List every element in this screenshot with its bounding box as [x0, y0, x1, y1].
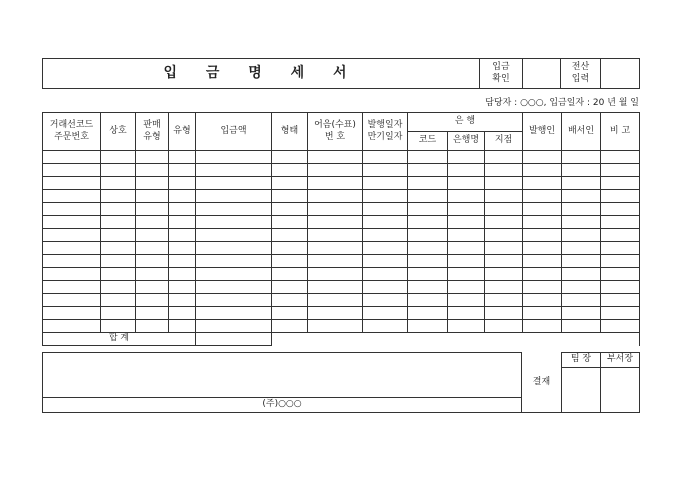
table-cell[interactable]	[43, 294, 101, 307]
team-leader-sign[interactable]	[562, 368, 601, 413]
table-cell[interactable]	[408, 216, 448, 229]
table-cell[interactable]	[169, 320, 196, 333]
approval-label: 결재	[522, 353, 562, 413]
table-cell[interactable]	[448, 203, 485, 216]
table-cell[interactable]	[363, 151, 408, 164]
table-cell[interactable]	[308, 242, 363, 255]
deposit-confirm-cell[interactable]	[523, 59, 561, 89]
table-cell[interactable]	[272, 229, 308, 242]
table-cell[interactable]	[169, 151, 196, 164]
table-cell[interactable]	[523, 294, 562, 307]
table-cell[interactable]	[308, 216, 363, 229]
table-cell[interactable]	[485, 320, 523, 333]
computer-input-label	[561, 59, 601, 89]
table-cell[interactable]	[43, 307, 101, 320]
table-cell[interactable]	[43, 242, 101, 255]
header-amount: 입금액	[196, 113, 272, 151]
table-cell[interactable]	[169, 216, 196, 229]
table-cell[interactable]	[601, 255, 640, 268]
table-row	[43, 177, 640, 190]
table-row	[43, 242, 640, 255]
table-cell[interactable]	[601, 281, 640, 294]
header-form: 형태	[272, 113, 308, 151]
table-cell[interactable]	[43, 255, 101, 268]
table-cell[interactable]	[196, 190, 272, 203]
table-cell[interactable]	[448, 151, 485, 164]
table-cell[interactable]	[101, 203, 136, 216]
table-cell[interactable]	[272, 164, 308, 177]
table-cell[interactable]	[448, 164, 485, 177]
table-cell[interactable]	[408, 242, 448, 255]
header-bill-line1: 어음(수표)	[314, 120, 356, 131]
table-cell[interactable]	[136, 320, 169, 333]
table-cell[interactable]	[523, 151, 562, 164]
table-cell[interactable]	[272, 151, 308, 164]
table-cell[interactable]	[485, 164, 523, 177]
table-cell[interactable]	[363, 203, 408, 216]
table-cell[interactable]	[363, 216, 408, 229]
table-cell[interactable]	[101, 151, 136, 164]
header-bank-code: 코드	[408, 132, 448, 151]
table-cell[interactable]	[272, 320, 308, 333]
table-cell[interactable]	[308, 320, 363, 333]
table-cell[interactable]	[43, 177, 101, 190]
table-cell[interactable]	[196, 177, 272, 190]
table-row	[43, 268, 640, 281]
table-cell[interactable]	[408, 255, 448, 268]
table-cell[interactable]	[136, 255, 169, 268]
table-cell[interactable]	[562, 177, 601, 190]
table-cell[interactable]	[101, 242, 136, 255]
total-row	[43, 333, 640, 346]
computer-input-cell[interactable]	[601, 59, 640, 89]
table-cell[interactable]	[562, 255, 601, 268]
table-cell[interactable]	[272, 177, 308, 190]
table-cell[interactable]	[448, 281, 485, 294]
table-cell[interactable]	[169, 164, 196, 177]
table-cell[interactable]	[448, 320, 485, 333]
table-cell[interactable]	[601, 216, 640, 229]
table-cell[interactable]	[562, 294, 601, 307]
table-cell[interactable]	[169, 268, 196, 281]
dept-head-label: 부서장	[601, 353, 640, 368]
table-cell[interactable]	[601, 294, 640, 307]
table-cell[interactable]	[196, 255, 272, 268]
table-cell[interactable]	[196, 294, 272, 307]
table-cell[interactable]	[43, 164, 101, 177]
table-cell[interactable]	[523, 307, 562, 320]
table-cell[interactable]	[363, 164, 408, 177]
table-cell[interactable]	[196, 164, 272, 177]
table-cell[interactable]	[169, 190, 196, 203]
table-cell[interactable]	[136, 268, 169, 281]
table-cell[interactable]	[272, 281, 308, 294]
table-cell[interactable]	[43, 268, 101, 281]
table-cell[interactable]	[601, 320, 640, 333]
header-bank-name: 은행명	[448, 132, 485, 151]
header-order-number-line2: 주문번호	[54, 131, 89, 142]
table-cell[interactable]	[363, 177, 408, 190]
header-issue-date	[363, 113, 408, 151]
table-cell[interactable]	[601, 164, 640, 177]
table-cell[interactable]	[363, 320, 408, 333]
table-cell[interactable]	[101, 294, 136, 307]
table-cell[interactable]	[485, 216, 523, 229]
table-cell[interactable]	[308, 190, 363, 203]
table-cell[interactable]	[196, 268, 272, 281]
table-cell[interactable]	[196, 281, 272, 294]
table-cell[interactable]	[308, 177, 363, 190]
table-cell[interactable]	[196, 307, 272, 320]
table-cell[interactable]	[136, 242, 169, 255]
table-cell[interactable]	[136, 151, 169, 164]
table-row	[43, 203, 640, 216]
table-cell[interactable]	[169, 255, 196, 268]
table-cell[interactable]	[136, 190, 169, 203]
table-cell[interactable]	[169, 242, 196, 255]
table-cell[interactable]	[601, 177, 640, 190]
table-cell[interactable]	[485, 203, 523, 216]
header-issuer: 발행인	[523, 113, 562, 151]
table-cell[interactable]	[523, 268, 562, 281]
table-cell[interactable]	[448, 307, 485, 320]
table-cell[interactable]	[308, 203, 363, 216]
table-cell[interactable]	[101, 190, 136, 203]
table-cell[interactable]	[363, 229, 408, 242]
table-cell[interactable]	[562, 151, 601, 164]
table-cell[interactable]	[523, 177, 562, 190]
table-cell[interactable]	[43, 190, 101, 203]
header-sales-type-line2: 유형	[143, 131, 161, 142]
table-row	[43, 216, 640, 229]
table-cell[interactable]	[448, 229, 485, 242]
table-cell[interactable]	[448, 255, 485, 268]
table-cell[interactable]	[101, 307, 136, 320]
table-cell[interactable]	[101, 164, 136, 177]
header-endorser: 배서인	[562, 113, 601, 151]
table-cell[interactable]	[523, 164, 562, 177]
table-cell[interactable]	[562, 268, 601, 281]
table-cell[interactable]	[408, 229, 448, 242]
table-cell[interactable]	[448, 177, 485, 190]
title-table	[42, 58, 640, 89]
table-cell[interactable]	[485, 255, 523, 268]
table-cell[interactable]	[562, 307, 601, 320]
header-branch: 지점	[485, 132, 523, 151]
table-cell[interactable]	[562, 164, 601, 177]
table-cell[interactable]	[272, 216, 308, 229]
header-bank: 은 행	[408, 113, 523, 132]
table-cell[interactable]	[196, 320, 272, 333]
table-cell[interactable]	[169, 203, 196, 216]
table-cell[interactable]	[601, 242, 640, 255]
table-cell[interactable]	[101, 177, 136, 190]
table-cell[interactable]	[601, 203, 640, 216]
table-cell[interactable]	[562, 203, 601, 216]
table-cell[interactable]	[448, 216, 485, 229]
table-cell[interactable]	[272, 255, 308, 268]
table-cell[interactable]	[308, 164, 363, 177]
table-row	[43, 255, 640, 268]
table-cell[interactable]	[196, 203, 272, 216]
table-cell[interactable]	[363, 294, 408, 307]
table-cell[interactable]	[43, 281, 101, 294]
table-cell[interactable]	[196, 242, 272, 255]
header-remarks: 비 고	[601, 113, 640, 151]
memo-area[interactable]	[43, 353, 522, 398]
table-cell[interactable]	[272, 242, 308, 255]
table-cell[interactable]	[485, 294, 523, 307]
table-cell[interactable]	[101, 229, 136, 242]
total-amount-cell[interactable]	[196, 333, 272, 346]
table-cell[interactable]	[523, 242, 562, 255]
table-cell[interactable]	[101, 281, 136, 294]
table-cell[interactable]	[485, 190, 523, 203]
table-cell[interactable]	[363, 268, 408, 281]
table-cell[interactable]	[308, 229, 363, 242]
table-cell[interactable]	[136, 307, 169, 320]
table-cell[interactable]	[448, 190, 485, 203]
table-row	[43, 307, 640, 320]
table-cell[interactable]	[408, 294, 448, 307]
table-cell[interactable]	[169, 294, 196, 307]
total-label: 합 계	[43, 333, 196, 346]
computer-input-line1: 전산	[571, 62, 590, 73]
table-cell[interactable]	[523, 216, 562, 229]
table-cell[interactable]	[408, 320, 448, 333]
table-cell[interactable]	[272, 307, 308, 320]
deposit-confirm-line2: 확인	[492, 73, 510, 84]
header-company: 상호	[101, 113, 136, 151]
computer-input-line2: 입력	[571, 73, 590, 84]
table-cell[interactable]	[308, 268, 363, 281]
header-partner-code-line1: 거래선코드	[49, 120, 94, 131]
table-cell[interactable]	[448, 268, 485, 281]
company-name: (주)○○○	[43, 398, 522, 413]
header-type: 유형	[169, 113, 196, 151]
table-cell[interactable]	[448, 294, 485, 307]
table-row	[43, 320, 640, 333]
table-cell[interactable]	[43, 229, 101, 242]
header-issue-date-line1: 발행일자	[367, 120, 403, 131]
approval-table	[42, 352, 640, 413]
table-cell[interactable]	[562, 320, 601, 333]
table-row	[43, 190, 640, 203]
table-cell[interactable]	[363, 307, 408, 320]
table-cell[interactable]	[136, 203, 169, 216]
team-leader-label: 팀 장	[562, 353, 601, 368]
table-cell[interactable]	[562, 229, 601, 242]
table-cell[interactable]	[363, 281, 408, 294]
table-row	[43, 281, 640, 294]
table-cell[interactable]	[408, 307, 448, 320]
table-cell[interactable]	[272, 294, 308, 307]
table-cell[interactable]	[272, 268, 308, 281]
table-cell[interactable]	[485, 242, 523, 255]
deposit-detail-table	[42, 112, 640, 346]
table-cell[interactable]	[43, 320, 101, 333]
table-cell[interactable]	[196, 216, 272, 229]
header-sales-type	[136, 113, 169, 151]
table-cell[interactable]	[562, 190, 601, 203]
table-cell[interactable]	[136, 229, 169, 242]
table-cell[interactable]	[448, 242, 485, 255]
table-cell[interactable]	[408, 281, 448, 294]
table-cell[interactable]	[308, 151, 363, 164]
table-cell[interactable]	[169, 229, 196, 242]
dept-head-sign[interactable]	[601, 368, 640, 413]
table-cell[interactable]	[43, 216, 101, 229]
table-cell[interactable]	[485, 229, 523, 242]
manager-date-line: 담당자 : ○○○, 입금일자 : 20 년 월 일	[485, 98, 639, 108]
table-cell[interactable]	[363, 242, 408, 255]
table-cell[interactable]	[601, 268, 640, 281]
table-row	[43, 151, 640, 164]
table-row	[43, 164, 640, 177]
table-cell[interactable]	[523, 255, 562, 268]
header-bill-line2: 번 호	[324, 131, 346, 142]
table-cell[interactable]	[408, 164, 448, 177]
table-cell[interactable]	[308, 255, 363, 268]
table-row	[43, 229, 640, 242]
header-partner-code	[43, 113, 101, 151]
table-cell[interactable]	[485, 307, 523, 320]
table-cell[interactable]	[196, 151, 272, 164]
table-cell[interactable]	[136, 216, 169, 229]
document-title: 입 금 명 세 서	[43, 59, 480, 89]
table-cell[interactable]	[562, 281, 601, 294]
deposit-confirm-label	[480, 59, 523, 89]
table-cell[interactable]	[43, 203, 101, 216]
table-cell[interactable]	[601, 190, 640, 203]
table-cell[interactable]	[408, 203, 448, 216]
table-cell[interactable]	[308, 281, 363, 294]
table-cell[interactable]	[272, 190, 308, 203]
table-cell[interactable]	[523, 203, 562, 216]
table-cell[interactable]	[43, 151, 101, 164]
table-cell[interactable]	[136, 164, 169, 177]
table-row	[43, 294, 640, 307]
table-cell[interactable]	[523, 229, 562, 242]
table-cell[interactable]	[101, 320, 136, 333]
table-cell[interactable]	[485, 177, 523, 190]
table-cell[interactable]	[562, 216, 601, 229]
table-cell[interactable]	[408, 190, 448, 203]
table-cell[interactable]	[485, 151, 523, 164]
header-maturity-date-line2: 만기일자	[367, 131, 403, 142]
table-cell[interactable]	[136, 281, 169, 294]
table-cell[interactable]	[363, 255, 408, 268]
total-blank	[272, 333, 640, 346]
data-rows	[43, 151, 640, 333]
table-cell[interactable]	[308, 294, 363, 307]
table-cell[interactable]	[196, 229, 272, 242]
table-cell[interactable]	[408, 177, 448, 190]
table-cell[interactable]	[101, 268, 136, 281]
table-cell[interactable]	[523, 320, 562, 333]
table-cell[interactable]	[562, 242, 601, 255]
table-cell[interactable]	[523, 190, 562, 203]
table-cell[interactable]	[523, 281, 562, 294]
table-cell[interactable]	[408, 151, 448, 164]
header-bill-number	[308, 113, 363, 151]
table-cell[interactable]	[101, 216, 136, 229]
table-cell[interactable]	[136, 294, 169, 307]
table-cell[interactable]	[101, 255, 136, 268]
deposit-confirm-line1: 입금	[492, 62, 510, 73]
table-cell[interactable]	[169, 307, 196, 320]
table-cell[interactable]	[601, 229, 640, 242]
table-cell[interactable]	[601, 151, 640, 164]
table-cell[interactable]	[136, 177, 169, 190]
table-cell[interactable]	[601, 307, 640, 320]
table-cell[interactable]	[308, 307, 363, 320]
table-cell[interactable]	[485, 281, 523, 294]
table-cell[interactable]	[169, 177, 196, 190]
table-cell[interactable]	[169, 281, 196, 294]
header-sales-type-line1: 판매	[143, 120, 161, 131]
table-cell[interactable]	[485, 268, 523, 281]
table-cell[interactable]	[363, 190, 408, 203]
table-cell[interactable]	[272, 203, 308, 216]
table-cell[interactable]	[408, 268, 448, 281]
